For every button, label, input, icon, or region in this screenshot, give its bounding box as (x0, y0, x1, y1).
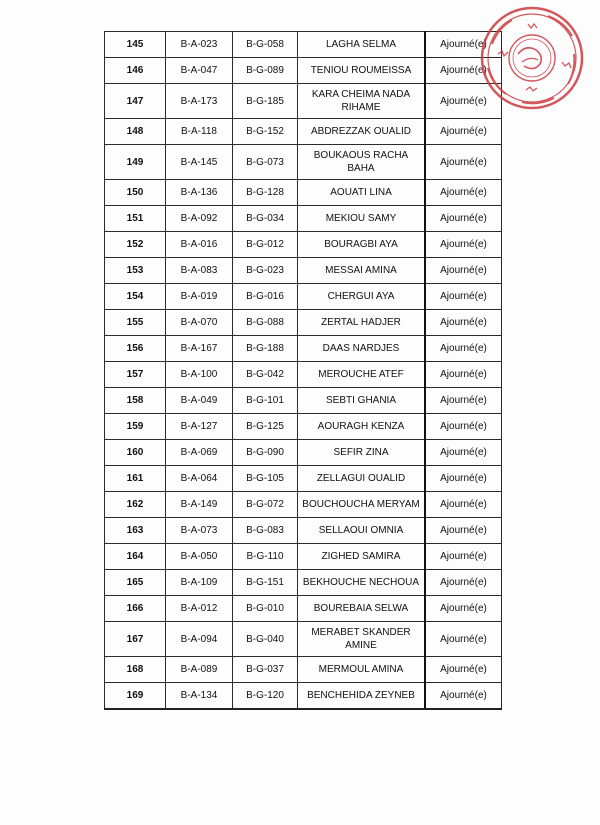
code-g: B-G-073 (233, 145, 298, 180)
student-name: MEKIOU SAMY (298, 206, 426, 232)
code-g: B-G-042 (233, 362, 298, 388)
result-status: Ajourné(e) (425, 440, 502, 466)
row-number: 152 (105, 232, 166, 258)
result-status: Ajourné(e) (425, 206, 502, 232)
code-a: B-A-136 (166, 180, 233, 206)
row-number: 155 (105, 310, 166, 336)
result-status: Ajourné(e) (425, 466, 502, 492)
student-name: DAAS NARDJES (298, 336, 426, 362)
student-name: BOUCHOUCHA MERYAM (298, 492, 426, 518)
row-number: 169 (105, 683, 166, 710)
student-name: SEBTI GHANIA (298, 388, 426, 414)
table-row (105, 310, 502, 336)
code-g: B-G-012 (233, 232, 298, 258)
code-g: B-G-010 (233, 596, 298, 622)
code-a: B-A-100 (166, 362, 233, 388)
student-name: LAGHA SELMA (298, 32, 426, 58)
table-row (105, 518, 502, 544)
row-number: 147 (105, 84, 166, 119)
code-a: B-A-064 (166, 466, 233, 492)
code-a: B-A-134 (166, 683, 233, 710)
official-stamp (478, 4, 586, 112)
row-number: 148 (105, 119, 166, 145)
result-status: Ajourné(e) (425, 232, 502, 258)
result-status: Ajourné(e) (425, 32, 502, 58)
student-name: MESSAI AMINA (298, 258, 426, 284)
student-name: ABDREZZAK OUALID (298, 119, 426, 145)
code-a: B-A-016 (166, 232, 233, 258)
code-g: B-G-120 (233, 683, 298, 710)
student-name: KARA CHEIMA NADA RIHAME (298, 84, 426, 119)
table-row (105, 180, 502, 206)
student-name: ZIGHED SAMIRA (298, 544, 426, 570)
student-name: MERABET SKANDER AMINE (298, 622, 426, 657)
code-a: B-A-069 (166, 440, 233, 466)
student-name: AOURAGH KENZA (298, 414, 426, 440)
table-row (105, 119, 502, 145)
row-number: 158 (105, 388, 166, 414)
code-a: B-A-049 (166, 388, 233, 414)
row-number: 151 (105, 206, 166, 232)
code-g: B-G-188 (233, 336, 298, 362)
student-name: BOUKAOUS RACHA BAHA (298, 145, 426, 180)
table-row (105, 84, 502, 119)
student-name: BOUREBAIA SELWA (298, 596, 426, 622)
table-row (105, 414, 502, 440)
code-g: B-G-105 (233, 466, 298, 492)
table-row (105, 362, 502, 388)
result-status: Ajourné(e) (425, 492, 502, 518)
table-row (105, 388, 502, 414)
student-name: BENCHEHIDA ZEYNEB (298, 683, 426, 710)
result-status: Ajourné(e) (425, 310, 502, 336)
table-row (105, 570, 502, 596)
row-number: 164 (105, 544, 166, 570)
code-a: B-A-019 (166, 284, 233, 310)
code-g: B-G-125 (233, 414, 298, 440)
code-g: B-G-016 (233, 284, 298, 310)
row-number: 163 (105, 518, 166, 544)
row-number: 156 (105, 336, 166, 362)
table-row (105, 596, 502, 622)
result-status: Ajourné(e) (425, 518, 502, 544)
code-g: B-G-058 (233, 32, 298, 58)
table-row (105, 32, 502, 58)
row-number: 153 (105, 258, 166, 284)
row-number: 166 (105, 596, 166, 622)
code-g: B-G-185 (233, 84, 298, 119)
student-name: BOURAGBI AYA (298, 232, 426, 258)
row-number: 162 (105, 492, 166, 518)
result-status: Ajourné(e) (425, 596, 502, 622)
code-a: B-A-050 (166, 544, 233, 570)
code-g: B-G-152 (233, 119, 298, 145)
code-g: B-G-083 (233, 518, 298, 544)
code-a: B-A-047 (166, 58, 233, 84)
result-status: Ajourné(e) (425, 84, 502, 119)
code-g: B-G-090 (233, 440, 298, 466)
code-a: B-A-092 (166, 206, 233, 232)
student-name: ZELLAGUI OUALID (298, 466, 426, 492)
code-a: B-A-094 (166, 622, 233, 657)
student-name: MERMOUL AMINA (298, 657, 426, 683)
result-status: Ajourné(e) (425, 622, 502, 657)
result-status: Ajourné(e) (425, 336, 502, 362)
student-name: CHERGUI AYA (298, 284, 426, 310)
student-name: MEROUCHE ATEF (298, 362, 426, 388)
result-status: Ajourné(e) (425, 145, 502, 180)
table-row (105, 492, 502, 518)
code-a: B-A-145 (166, 145, 233, 180)
code-g: B-G-110 (233, 544, 298, 570)
table-row (105, 258, 502, 284)
code-g: B-G-072 (233, 492, 298, 518)
code-a: B-A-070 (166, 310, 233, 336)
code-g: B-G-128 (233, 180, 298, 206)
result-status: Ajourné(e) (425, 119, 502, 145)
row-number: 167 (105, 622, 166, 657)
table-row (105, 206, 502, 232)
table-row (105, 284, 502, 310)
result-status: Ajourné(e) (425, 683, 502, 710)
result-status: Ajourné(e) (425, 362, 502, 388)
table-row (105, 466, 502, 492)
code-g: B-G-101 (233, 388, 298, 414)
result-status: Ajourné(e) (425, 570, 502, 596)
row-number: 165 (105, 570, 166, 596)
row-number: 145 (105, 32, 166, 58)
code-g: B-G-037 (233, 657, 298, 683)
table-row (105, 336, 502, 362)
code-a: B-A-118 (166, 119, 233, 145)
code-g: B-G-089 (233, 58, 298, 84)
table-row (105, 544, 502, 570)
student-name: BEKHOUCHE NECHOUA (298, 570, 426, 596)
code-g: B-G-023 (233, 258, 298, 284)
code-a: B-A-073 (166, 518, 233, 544)
result-status: Ajourné(e) (425, 180, 502, 206)
table-row (105, 683, 502, 710)
row-number: 146 (105, 58, 166, 84)
row-number: 159 (105, 414, 166, 440)
student-name: AOUATI LINA (298, 180, 426, 206)
code-g: B-G-088 (233, 310, 298, 336)
result-status: Ajourné(e) (425, 284, 502, 310)
student-name: SELLAOUI OMNIA (298, 518, 426, 544)
table-row (105, 232, 502, 258)
code-a: B-A-127 (166, 414, 233, 440)
student-name: SEFIR ZINA (298, 440, 426, 466)
code-a: B-A-012 (166, 596, 233, 622)
row-number: 168 (105, 657, 166, 683)
results-table (104, 31, 502, 710)
code-a: B-A-023 (166, 32, 233, 58)
row-number: 161 (105, 466, 166, 492)
result-status: Ajourné(e) (425, 414, 502, 440)
code-g: B-G-034 (233, 206, 298, 232)
row-number: 149 (105, 145, 166, 180)
code-a: B-A-149 (166, 492, 233, 518)
table-row (105, 58, 502, 84)
result-status: Ajourné(e) (425, 58, 502, 84)
result-status: Ajourné(e) (425, 258, 502, 284)
code-a: B-A-173 (166, 84, 233, 119)
table-row (105, 440, 502, 466)
code-a: B-A-089 (166, 657, 233, 683)
row-number: 150 (105, 180, 166, 206)
row-number: 157 (105, 362, 166, 388)
code-a: B-A-109 (166, 570, 233, 596)
result-status: Ajourné(e) (425, 388, 502, 414)
table-row (105, 622, 502, 657)
code-g: B-G-151 (233, 570, 298, 596)
result-status: Ajourné(e) (425, 657, 502, 683)
result-status: Ajourné(e) (425, 544, 502, 570)
row-number: 154 (105, 284, 166, 310)
code-g: B-G-040 (233, 622, 298, 657)
student-name: TENIOU ROUMEISSA (298, 58, 426, 84)
table-row (105, 657, 502, 683)
student-name: ZERTAL HADJER (298, 310, 426, 336)
row-number: 160 (105, 440, 166, 466)
code-a: B-A-167 (166, 336, 233, 362)
table-row (105, 145, 502, 180)
code-a: B-A-083 (166, 258, 233, 284)
